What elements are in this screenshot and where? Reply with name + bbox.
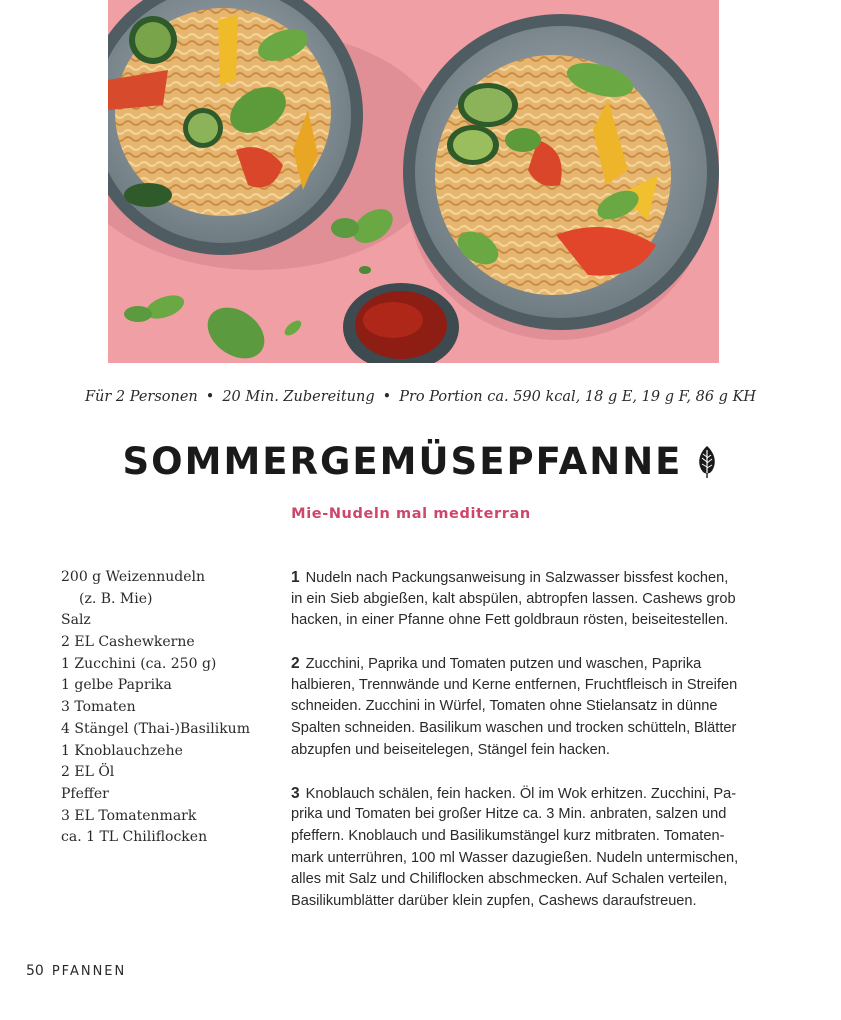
- title-row: [0, 440, 841, 483]
- step-text-line: hacken, in einer Pfanne ohne Fett goldbraun rösten, beiseitestellen.: [291, 612, 729, 629]
- ingredient-item: 1 Zucchini (ca. 250 g): [61, 655, 217, 672]
- ingredient-item: 3 Tomaten: [61, 699, 136, 716]
- step-text-line: abzupfen und beiseitelegen, Stängel fein hacken.: [291, 741, 610, 758]
- separator-dot: •: [205, 389, 215, 405]
- ingredient-item: 200 g Weizennudeln: [61, 569, 206, 585]
- servings: Für 2 Personen: [84, 389, 198, 405]
- ingredient-item: 2 EL Cashewkerne: [61, 634, 195, 651]
- step-number: 2: [291, 655, 300, 673]
- ingredient-item: 3 EL Tomatenmark: [61, 807, 197, 824]
- ingredient-item: Salz: [61, 612, 91, 629]
- ingredients-list: [61, 567, 271, 849]
- right-bowl: [403, 14, 719, 330]
- ingredient-item: 2 EL Öl: [61, 764, 115, 781]
- step-3: [291, 783, 771, 913]
- step-1: [291, 567, 771, 632]
- prep-time: 20 Min. Zubereitung: [222, 389, 375, 405]
- step-text-line: pfeffern. Knoblauch und Basilikumstängel kurz mitbraten. Tomaten-: [291, 827, 725, 844]
- nutrition-info: Pro Portion ca. 590 kcal, 18 g E, 19 g F, 86 g KH: [399, 389, 757, 405]
- step-number: 1: [291, 569, 300, 586]
- separator-dot: •: [382, 389, 392, 405]
- ingredient-item: 1 gelbe Paprika: [61, 677, 172, 694]
- step-2: [291, 653, 771, 761]
- step-text-line: alles mit Salz und Chiliflocken abschmecken. Auf Schalen verteilen,: [291, 871, 728, 888]
- step-text-line: halbieren, Trennwände und Kerne entfernen, Fruchtfleisch in Streifen: [291, 676, 738, 693]
- section-name: PFANNEN: [51, 964, 127, 979]
- step-text-line: in ein Sieb abgießen, kalt abspülen, abtropfen lassen. Cashews grob: [291, 590, 736, 607]
- step-text-line: Spalten schneiden. Basilikum waschen und trocken schütteln, Blätter: [291, 720, 737, 737]
- recipe-subtitle: Mie-Nudeln mal mediterran: [291, 506, 531, 522]
- step-text-line: prika und Tomaten bei großer Hitze ca. 3 Min. anbraten, salzen und: [291, 806, 727, 823]
- preparation-steps: [291, 567, 771, 934]
- leaf-icon: [696, 445, 718, 479]
- step-text-line: Zucchini, Paprika und Tomaten putzen und waschen, Paprika: [305, 656, 702, 673]
- step-text-line: mark unterrühren, 100 ml Wasser dazugießen. Nudeln untermischen,: [291, 849, 739, 866]
- ingredient-item: 1 Knoblauchzehe: [61, 742, 183, 759]
- ingredient-item: (z. B. Mie): [79, 590, 153, 607]
- step-text-line: Basilikumblätter darüber klein zupfen, Cashews daraufstreuen.: [291, 892, 697, 909]
- step-text-line: schneiden. Zucchini in Würfel, Tomaten ohne Stielansatz in dünne: [291, 698, 718, 715]
- page-footer: [26, 963, 126, 979]
- recipe-info-line: [0, 389, 841, 405]
- page-number: 50: [26, 963, 44, 979]
- step-text-line: Knoblauch schälen, fein hacken. Öl im Wok erhitzen. Zucchini, Pa-: [305, 785, 737, 802]
- ingredient-item: ca. 1 TL Chiliflocken: [61, 829, 208, 846]
- step-text-line: Nudeln nach Packungsanweisung in Salzwasser bissfest kochen,: [305, 570, 729, 586]
- recipe-title: SOMMERGEMÜSEPFANNE: [122, 440, 683, 483]
- ingredient-item: Pfeffer: [61, 785, 109, 802]
- recipe-photo: [108, 0, 719, 363]
- step-number: 3: [291, 784, 300, 802]
- ingredient-item: 4 Stängel (Thai-)Basilikum: [61, 720, 250, 737]
